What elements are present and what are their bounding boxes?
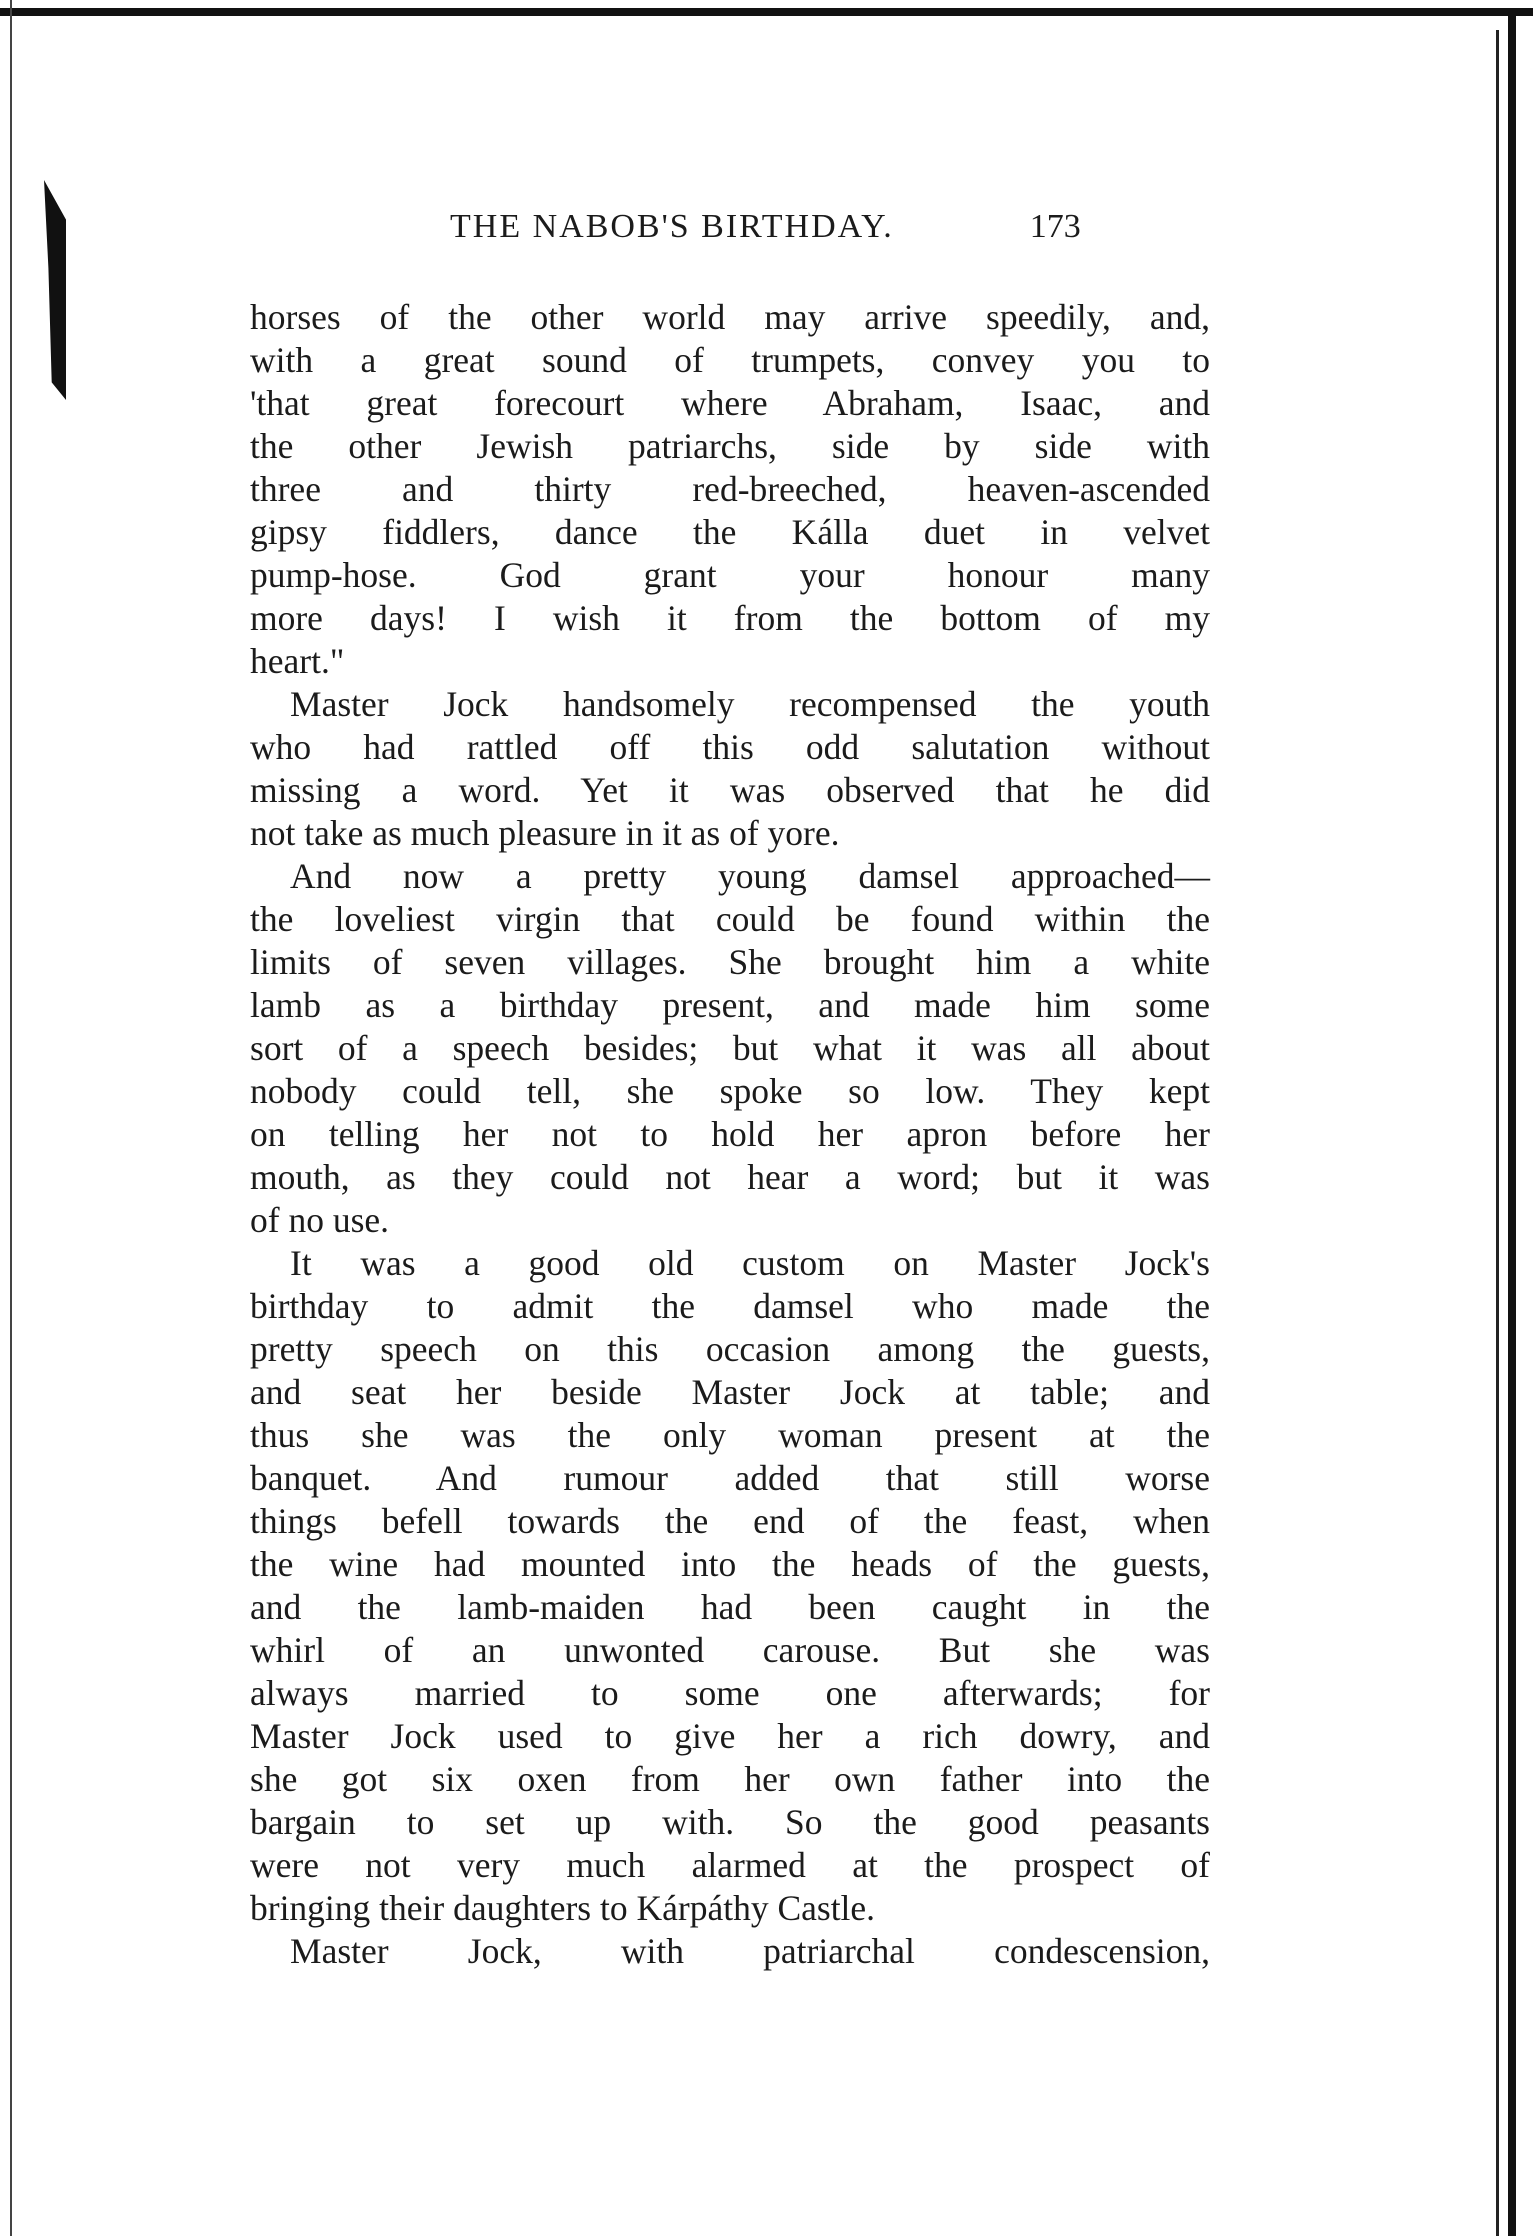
page-number: 173 [1029,208,1081,245]
text-line: birthday to admit the damsel who made the [250,1286,1210,1326]
text-line: lamb as a birthday present, and made him some [250,985,1210,1025]
text-line: mouth, as they could not hear a word; but it was [250,1157,1210,1197]
text-line: things befell towards the end of the feast, when [250,1501,1210,1541]
text-line: were not very much alarmed at the prospect of [250,1845,1210,1885]
text-line: sort of a speech besides; but what it was all about [250,1028,1210,1068]
binding-shadow [44,180,66,400]
text-line: with a great sound of trumpets, convey you to [250,340,1210,380]
text-line: she got six oxen from her own father into the [250,1759,1210,1799]
running-head [450,208,1230,258]
text-line: banquet. And rumour added that still worse [250,1458,1210,1498]
text-line: missing a word. Yet it was observed that he did [250,770,1210,810]
text-line: not take as much pleasure in it as of yore. [250,813,840,853]
paragraph-start-line: Master Jock, with patriarchal condescension, [290,1931,1210,1971]
text-line: bargain to set up with. So the good peasants [250,1802,1210,1842]
text-line: the loveliest virgin that could be found within the [250,899,1210,939]
running-title: THE NABOB'S BIRTHDAY. [450,208,894,245]
text-line: whirl of an unwonted carouse. But she was [250,1630,1210,1670]
text-line: who had rattled off this odd salutation without [250,727,1210,767]
text-line: bringing their daughters to Kárpáthy Castle. [250,1888,876,1928]
text-line: nobody could tell, she spoke so low. They kept [250,1071,1210,1111]
text-line: limits of seven villages. She brought him a white [250,942,1210,982]
paragraph-start-line: And now a pretty young damsel approached— [290,856,1210,896]
body-text [250,296,1210,1973]
text-line: the wine had mounted into the heads of the guests, [250,1544,1210,1584]
text-line: always married to some one afterwards; for [250,1673,1210,1713]
scan-right-border [1508,8,1516,2236]
paragraph-start-line: It was a good old custom on Master Jock's [290,1243,1210,1283]
scan-right-inner-edge [1496,30,1499,2236]
text-line: and the lamb-maiden had been caught in the [250,1587,1210,1627]
paragraph-start-line: Master Jock handsomely recompensed the youth [290,684,1210,724]
text-line: more days! I wish it from the bottom of my [250,598,1210,638]
text-line: pump-hose. God grant your honour many [250,555,1210,595]
text-line: horses of the other world may arrive speedily, and, [250,297,1210,337]
text-line: 'that great forecourt where Abraham, Isaac, and [250,383,1210,423]
text-line: thus she was the only woman present at the [250,1415,1210,1455]
text-line: on telling her not to hold her apron before her [250,1114,1210,1154]
text-line: pretty speech on this occasion among the guests, [250,1329,1210,1369]
text-line: and seat her beside Master Jock at table; and [250,1372,1210,1412]
text-line: gipsy fiddlers, dance the Kálla duet in velvet [250,512,1210,552]
scan-top-border [0,8,1533,16]
text-line: the other Jewish patriarchs, side by side with [250,426,1210,466]
text-line: of no use. [250,1200,390,1240]
text-line: heart." [250,641,345,681]
scan-left-edge [10,0,12,2236]
text-line: three and thirty red-breeched, heaven-ascended [250,469,1210,509]
text-line: Master Jock used to give her a rich dowry, and [250,1716,1210,1756]
